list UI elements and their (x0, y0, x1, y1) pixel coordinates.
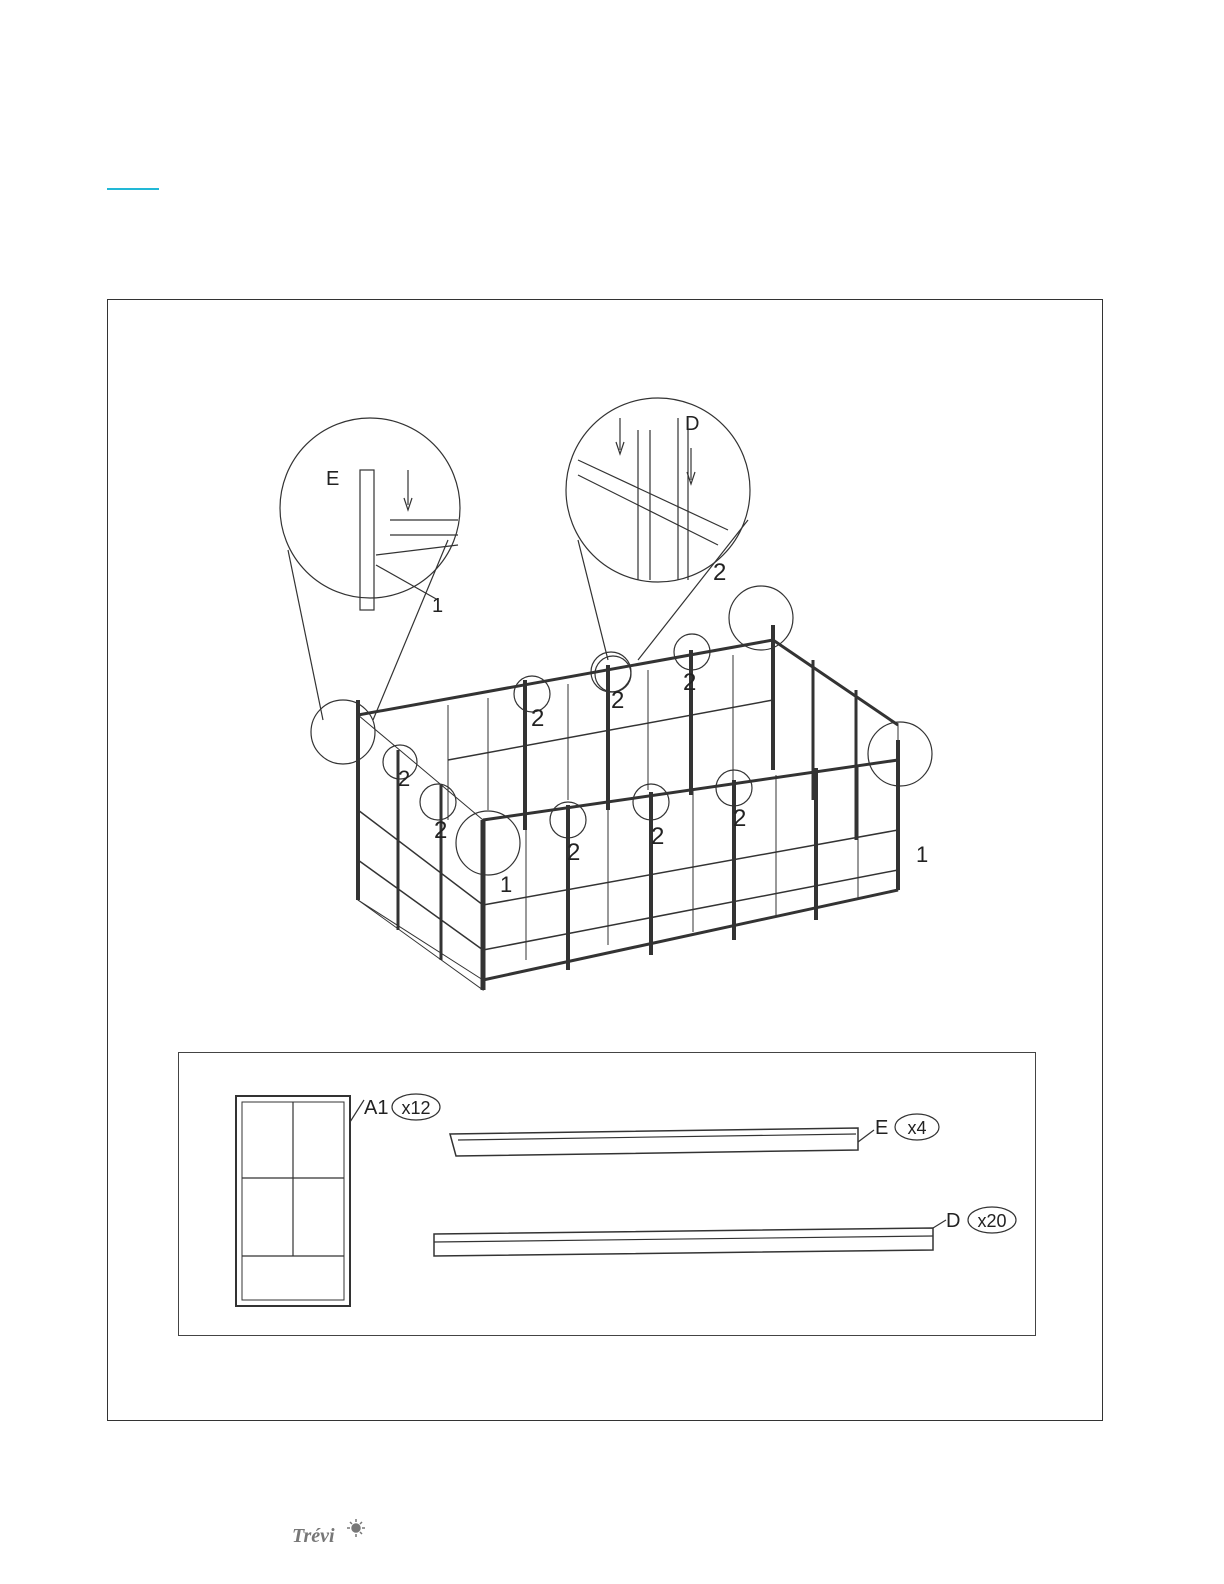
trevi-logo (292, 1518, 372, 1548)
callout-step-2: 2 (567, 839, 581, 866)
callout-step-2: 2 (683, 669, 697, 696)
part-e-id: E (875, 1117, 889, 1139)
section-accent-rule (107, 188, 159, 190)
detail-circle-left (280, 418, 460, 598)
part-d-id: D (946, 1210, 961, 1232)
part-e-qty: x4 (907, 1118, 927, 1138)
parts-list-box (178, 1052, 1036, 1336)
callout-step-2: 2 (611, 687, 625, 714)
callout-step-2: 2 (733, 805, 747, 832)
part-a1-qty: x12 (401, 1098, 431, 1118)
callout-step-2: 2 (531, 705, 545, 732)
part-d-qty: x20 (977, 1211, 1007, 1231)
callout-step-2-detail: 2 (713, 559, 727, 586)
callout-step-2: 2 (651, 823, 665, 850)
callout-step-2: 2 (434, 817, 448, 844)
callout-step-1: 1 (500, 872, 513, 897)
detail-circle-right (566, 398, 750, 582)
logo-text: Trévi (292, 1525, 335, 1547)
sun-icon (347, 1519, 365, 1537)
callout-step-1-detail: 1 (432, 595, 444, 617)
callout-step-1: 1 (916, 842, 929, 867)
callout-part-d: D (685, 413, 700, 435)
assembly-figure-frame (107, 299, 1103, 1421)
callout-part-e: E (326, 468, 340, 490)
callout-step-2: 2 (398, 766, 411, 791)
part-a1-id: A1 (364, 1097, 389, 1119)
